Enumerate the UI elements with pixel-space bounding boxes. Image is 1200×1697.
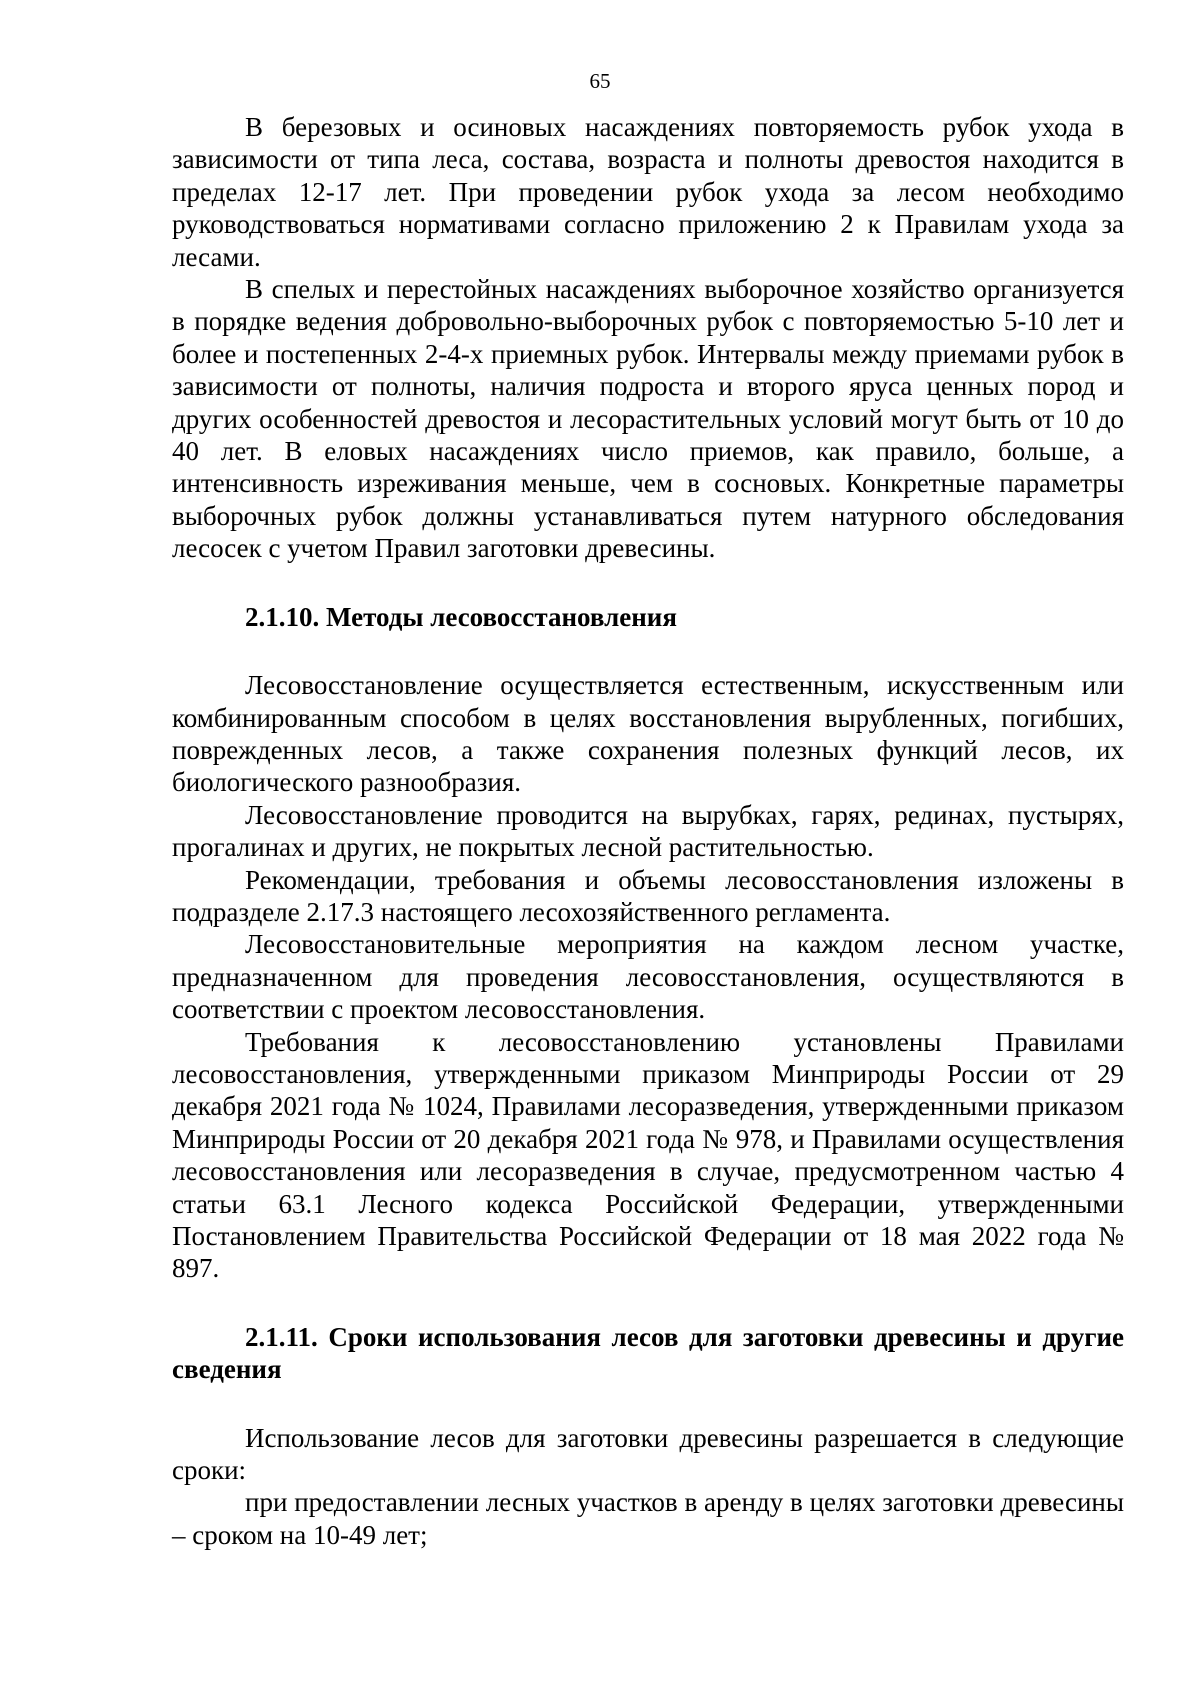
paragraph: Лесовосстановительные мероприятия на каждом лесном участке, предназначенном для проведения лесовосстановления, осуществляются в соответствии с проектом лесовосстановления. — [172, 929, 1124, 1025]
page-number: 65 — [589, 69, 611, 93]
paragraph: В спелых и перестойных насаждениях выборочное хозяйство организуется в порядке ведения добровольно-выборочных рубок с повторяемостью 5-10 лет и более и постепенных 2-4-х приемных рубок. Интервалы между приемами рубок в зависимости от полноты, наличия подроста и второго яруса ценных пород и других особенностей древостоя и лесорастительных условий могут быть от 10 до 40 лет. В еловых насаждениях число приемов, как правило, больше, а интенсивность изреживания меньше, чем в сосновых. Конкретные параметры выборочных рубок должны устанавливаться путем натурного обследования лесосек с учетом Правил заготовки древесины. — [172, 274, 1124, 564]
paragraph: В березовых и осиновых насаждениях повторяемость рубок ухода в зависимости от типа леса, состава, возраста и полноты древостоя находится в пределах 12-17 лет. При проведении рубок ухода за лесом необходимо руководствоваться нормативами согласно приложению 2 к Правилам ухода за лесами. — [172, 112, 1124, 272]
page-content — [172, 111, 1124, 1551]
section-heading-2-1-10: 2.1.10. Методы лесовосстановления — [245, 601, 677, 632]
paragraph: при предоставлении лесных участков в аренду в целях заготовки древесины – сроком на 10-49 лет; — [172, 1487, 1124, 1550]
paragraph: Рекомендации, требования и объемы лесовосстановления изложены в подразделе 2.17.3 настоящего лесохозяйственного регламента. — [172, 864, 1124, 927]
paragraph: Лесовосстановление проводится на вырубках, гарях, рединах, пустырях, прогалинах и других, не покрытых лесной растительностью. — [172, 799, 1124, 863]
paragraph: Лесовосстановление осуществляется естественным, искусственным или комбинированным способом в целях восстановления вырубленных, погибших, поврежденных лесов, а также сохранения полезных функций лесов, их биологического разнообразия. — [172, 670, 1124, 798]
section-heading-2-1-11: 2.1.11. Сроки использования лесов для заготовки древесины и другие сведения — [172, 1321, 1124, 1385]
paragraph: Требования к лесовосстановлению установлены Правилами лесовосстановления, утвержденными приказом Минприроды России от 29 декабря 2021 года № 1024, Правилами лесоразведения, утвержденными приказом Минприроды России от 20 декабря 2021 года № 978, и Правилами осуществления лесовосстановления или лесоразведения в случае, предусмотренном частью 4 статьи 63.1 Лесного кодекса Российской Федерации, утвержденными Постановлением Правительства Российской Федерации от 18 мая 2022 года № 897. — [172, 1026, 1124, 1284]
paragraph: Использование лесов для заготовки древесины разрешается в следующие сроки: — [172, 1422, 1124, 1486]
